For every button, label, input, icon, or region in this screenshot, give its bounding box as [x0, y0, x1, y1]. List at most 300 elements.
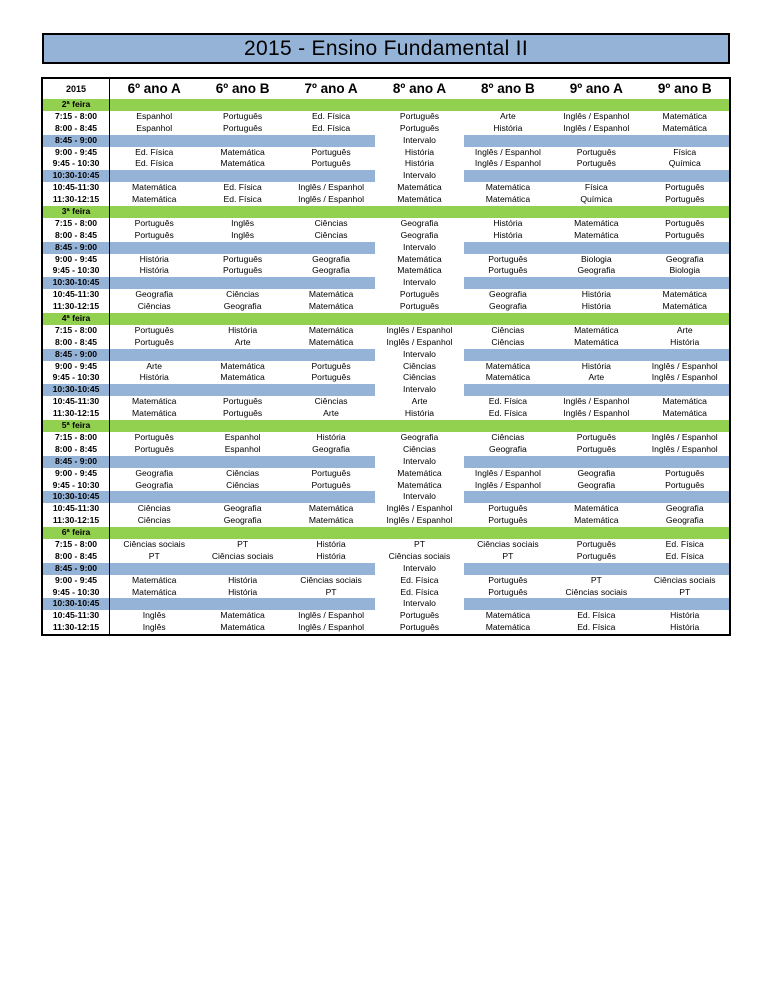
- subject-cell: Português: [665, 217, 705, 228]
- subject-cell: História: [228, 324, 258, 335]
- subject-cell: [287, 384, 375, 396]
- time-label: 11:30-12:15: [43, 408, 110, 420]
- period-row: [43, 503, 729, 515]
- subject-cell: Arte: [500, 110, 516, 121]
- subject-cell: [198, 349, 286, 361]
- subject-cell: Ed. Física: [665, 538, 704, 549]
- subject-cell: Inglês / Espanhol: [386, 503, 453, 514]
- period-row: [43, 408, 729, 420]
- break-label: Intervalo: [402, 170, 436, 181]
- subject-cell: Português: [576, 158, 616, 169]
- period-row: [43, 265, 729, 277]
- subject-cell: Português: [399, 122, 440, 133]
- subject-cell: Inglês / Espanhol: [651, 360, 718, 371]
- subject-cell: Ed. Física: [577, 610, 616, 621]
- subject-cell: História: [139, 265, 169, 276]
- subject-cell: Português: [665, 479, 705, 490]
- subject-cell: Ed. Física: [577, 622, 616, 633]
- subject-cell: [552, 456, 640, 468]
- subject-cell: História: [581, 301, 611, 312]
- class-header: 7º ano A: [304, 81, 358, 96]
- subject-cell: [464, 277, 552, 289]
- subject-cell: Ciências sociais: [123, 538, 186, 549]
- subject-cell: Matemática: [485, 360, 531, 371]
- subject-cell: Geografia: [577, 265, 616, 276]
- time-label: 11:30-12:15: [43, 194, 110, 206]
- subject-cell: Geografia: [665, 515, 704, 526]
- time-label: 9:00 - 9:45: [43, 468, 110, 480]
- subject-cell: Espanhol: [224, 443, 261, 454]
- subject-cell: Ed. Física: [135, 146, 174, 157]
- day-label: 3ª feira: [43, 206, 110, 218]
- time-label: 8:45 - 9:00: [43, 349, 110, 361]
- time-label: 8:00 - 8:45: [43, 551, 110, 563]
- subject-cell: [287, 349, 375, 361]
- subject-cell: Ed. Física: [311, 122, 351, 133]
- time-label: 9:45 - 10:30: [43, 158, 110, 170]
- subject-cell: Arte: [146, 360, 163, 371]
- subject-cell: Ciências: [137, 515, 171, 526]
- subject-cell: [641, 563, 729, 575]
- subject-cell: [641, 491, 729, 503]
- break-row: [43, 349, 729, 361]
- subject-cell: Português: [311, 158, 351, 169]
- subject-cell: Português: [576, 431, 616, 442]
- subject-cell: Ciências sociais: [565, 586, 628, 597]
- subject-cell: Português: [399, 610, 440, 621]
- subject-cell: Matemática: [308, 503, 354, 514]
- class-header: 6º ano B: [215, 81, 270, 96]
- subject-cell: Inglês / Espanhol: [474, 158, 541, 169]
- page-title: 2015 - Ensino Fundamental II: [42, 33, 730, 64]
- subject-cell: PT: [679, 586, 691, 597]
- subject-cell: [641, 277, 729, 289]
- class-header: 8º ano B: [481, 81, 535, 96]
- subject-cell: Português: [311, 372, 351, 383]
- day-header-row: [43, 527, 729, 539]
- time-label: 8:45 - 9:00: [43, 242, 110, 254]
- subject-cell: Matemática: [132, 408, 177, 419]
- subject-cell: [198, 598, 286, 610]
- schedule-table: [41, 77, 731, 636]
- subject-cell: Biologia: [669, 265, 701, 276]
- subject-cell: Português: [488, 515, 528, 526]
- subject-cell: Inglês / Espanhol: [563, 408, 630, 419]
- time-label: 8:45 - 9:00: [43, 456, 110, 468]
- subject-cell: Física: [584, 182, 608, 193]
- period-row: [43, 396, 729, 408]
- day-band: [110, 527, 729, 539]
- period-row: [43, 610, 729, 622]
- subject-cell: [552, 135, 640, 147]
- subject-cell: Geografia: [577, 467, 616, 478]
- subject-cell: História: [139, 253, 169, 264]
- period-row: [43, 301, 729, 313]
- subject-cell: Física: [673, 146, 697, 157]
- subject-cell: Geografia: [135, 289, 174, 300]
- subject-cell: Geografia: [665, 503, 704, 514]
- subject-cell: Arte: [676, 324, 693, 335]
- subject-cell: Português: [488, 574, 528, 585]
- subject-cell: [552, 384, 640, 396]
- subject-cell: [198, 277, 286, 289]
- day-header-row: [43, 99, 729, 111]
- subject-cell: Geografia: [312, 443, 350, 454]
- time-label: 8:00 - 8:45: [43, 123, 110, 135]
- period-row: [43, 622, 729, 634]
- subject-cell: História: [493, 122, 523, 133]
- subject-cell: Matemática: [662, 110, 707, 121]
- period-row: [43, 575, 729, 587]
- subject-cell: Inglês / Espanhol: [651, 372, 718, 383]
- subject-cell: Química: [668, 158, 701, 169]
- break-label: Intervalo: [402, 455, 436, 466]
- subject-cell: [110, 598, 198, 610]
- subject-cell: [464, 491, 552, 503]
- subject-cell: História: [670, 622, 700, 633]
- subject-cell: Ed. Física: [400, 574, 439, 585]
- subject-cell: Matemática: [574, 515, 619, 526]
- subject-cell: Português: [576, 550, 616, 561]
- time-label: 10:30-10:45: [43, 170, 110, 182]
- subject-cell: Matemática: [220, 610, 265, 621]
- subject-cell: Inglês / Espanhol: [298, 610, 365, 621]
- subject-cell: [464, 349, 552, 361]
- day-header-row: [43, 420, 729, 432]
- subject-cell: Geografia: [223, 301, 262, 312]
- time-label: 8:00 - 8:45: [43, 230, 110, 242]
- subject-cell: [641, 349, 729, 361]
- period-row: [43, 111, 729, 123]
- subject-cell: Ciências: [491, 336, 525, 347]
- time-label: 7:15 - 8:00: [43, 111, 110, 123]
- subject-cell: Ed. Física: [135, 158, 174, 169]
- subject-cell: Matemática: [574, 229, 619, 240]
- subject-cell: Matemática: [397, 479, 442, 490]
- subject-cell: PT: [590, 574, 602, 585]
- subject-cell: Português: [311, 360, 351, 371]
- subject-cell: História: [493, 229, 523, 240]
- subject-cell: Português: [134, 229, 174, 240]
- time-label: 10:45-11:30: [43, 610, 110, 622]
- time-label: 11:30-12:15: [43, 301, 110, 313]
- time-label: 9:45 - 10:30: [43, 587, 110, 599]
- period-row: [43, 158, 729, 170]
- subject-cell: Ciências sociais: [211, 550, 274, 561]
- day-band: [110, 313, 729, 325]
- time-label: 8:45 - 9:00: [43, 563, 110, 575]
- break-label: Intervalo: [402, 348, 436, 359]
- time-label: 10:45-11:30: [43, 182, 110, 194]
- subject-cell: Português: [134, 324, 174, 335]
- subject-cell: [552, 277, 640, 289]
- subject-cell: Português: [665, 467, 705, 478]
- subject-cell: [552, 491, 640, 503]
- subject-cell: [110, 491, 198, 503]
- period-row: [43, 289, 729, 301]
- subject-cell: [110, 384, 198, 396]
- subject-cell: Português: [223, 122, 263, 133]
- subject-cell: História: [139, 372, 169, 383]
- period-row: [43, 218, 729, 230]
- subject-cell: [464, 242, 552, 254]
- period-row: [43, 361, 729, 373]
- break-label: Intervalo: [402, 491, 436, 502]
- subject-cell: História: [404, 408, 435, 419]
- subject-cell: Português: [488, 265, 528, 276]
- subject-cell: [552, 598, 640, 610]
- subject-cell: História: [228, 586, 258, 597]
- subject-cell: Ciências sociais: [388, 550, 451, 561]
- period-row: [43, 515, 729, 527]
- break-label: Intervalo: [402, 241, 436, 252]
- period-row: [43, 539, 729, 551]
- subject-cell: [464, 563, 552, 575]
- time-label: 10:45-11:30: [43, 396, 110, 408]
- subject-cell: Matemática: [662, 408, 707, 419]
- subject-cell: Ciências: [226, 479, 260, 490]
- subject-cell: Arte: [588, 372, 605, 383]
- subject-cell: [198, 563, 286, 575]
- subject-cell: Arte: [323, 408, 339, 419]
- time-label: 10:30-10:45: [43, 491, 110, 503]
- subject-cell: Inglês / Espanhol: [386, 324, 453, 335]
- period-row: [43, 147, 729, 159]
- subject-cell: [287, 598, 375, 610]
- break-label: Intervalo: [402, 562, 436, 573]
- period-row: [43, 551, 729, 563]
- subject-cell: [552, 563, 640, 575]
- subject-cell: Geografia: [223, 503, 262, 514]
- subject-cell: Inglês / Espanhol: [298, 194, 365, 205]
- subject-cell: Matemática: [662, 289, 707, 300]
- time-label: 7:15 - 8:00: [43, 432, 110, 444]
- subject-cell: Biologia: [581, 253, 612, 264]
- break-row: [43, 563, 729, 575]
- subject-cell: Geografia: [489, 301, 527, 312]
- subject-cell: Matemática: [308, 301, 354, 312]
- subject-cell: Matemática: [662, 122, 707, 133]
- subject-cell: [287, 135, 375, 147]
- subject-cell: História: [670, 336, 700, 347]
- break-row: [43, 135, 729, 147]
- subject-cell: Espanhol: [224, 431, 261, 442]
- subject-cell: Geografia: [400, 229, 439, 240]
- subject-cell: História: [404, 158, 435, 169]
- subject-cell: Inglês / Espanhol: [651, 431, 718, 442]
- subject-cell: Matemática: [308, 324, 354, 335]
- subject-cell: Ciências: [314, 217, 348, 228]
- subject-cell: PT: [148, 550, 160, 561]
- subject-cell: História: [670, 610, 700, 621]
- period-row: [43, 587, 729, 599]
- subject-cell: Matemática: [308, 336, 354, 347]
- subject-cell: Português: [576, 538, 616, 549]
- subject-cell: [464, 135, 552, 147]
- subject-cell: [287, 563, 375, 575]
- subject-cell: Matemática: [397, 253, 442, 264]
- break-row: [43, 170, 729, 182]
- day-label: 5ª feira: [43, 420, 110, 432]
- subject-cell: Ed. Física: [311, 110, 351, 121]
- subject-cell: Geografia: [223, 515, 262, 526]
- subject-cell: Ciências: [137, 503, 171, 514]
- subject-cell: Inglês / Espanhol: [563, 122, 630, 133]
- time-label: 10:30-10:45: [43, 384, 110, 396]
- subject-cell: [641, 456, 729, 468]
- subject-cell: Português: [223, 265, 263, 276]
- subject-cell: Português: [223, 110, 263, 121]
- day-header-row: [43, 313, 729, 325]
- subject-cell: Arte: [411, 396, 428, 407]
- subject-cell: Ciências sociais: [300, 574, 362, 585]
- subject-cell: Geografia: [400, 431, 439, 442]
- class-header: 9º ano A: [569, 81, 623, 96]
- subject-cell: Português: [134, 336, 174, 347]
- subject-cell: [464, 384, 552, 396]
- subject-cell: Inglês / Espanhol: [474, 146, 541, 157]
- break-row: [43, 384, 729, 396]
- subject-cell: História: [316, 550, 346, 561]
- subject-cell: Matemática: [397, 182, 442, 193]
- break-row: [43, 491, 729, 503]
- time-label: 8:00 - 8:45: [43, 337, 110, 349]
- subject-cell: Ciências: [314, 396, 348, 407]
- subject-cell: [641, 598, 729, 610]
- subject-cell: Matemática: [662, 301, 707, 312]
- subject-cell: História: [581, 360, 611, 371]
- class-header: 8º ano A: [392, 81, 447, 96]
- break-row: [43, 598, 729, 610]
- subject-cell: Matemática: [132, 574, 177, 585]
- subject-cell: Português: [576, 443, 616, 454]
- time-label: 10:45-11:30: [43, 289, 110, 301]
- subject-cell: Geografia: [312, 265, 350, 276]
- subject-cell: [110, 242, 198, 254]
- day-label: 6ª feira: [43, 527, 110, 539]
- subject-cell: [641, 135, 729, 147]
- period-row: [43, 337, 729, 349]
- subject-cell: Matemática: [662, 396, 707, 407]
- schedule-body: [43, 99, 729, 634]
- subject-cell: Português: [488, 586, 528, 597]
- subject-cell: [287, 242, 375, 254]
- subject-cell: [287, 456, 375, 468]
- subject-cell: Português: [665, 194, 705, 205]
- class-header: 9º ano B: [657, 81, 712, 96]
- subject-cell: Inglês / Espanhol: [563, 396, 630, 407]
- subject-cell: Português: [399, 289, 440, 300]
- subject-cell: Espanhol: [136, 110, 173, 121]
- subject-cell: Matemática: [132, 396, 177, 407]
- break-row: [43, 456, 729, 468]
- subject-cell: Ciências sociais: [477, 538, 539, 549]
- time-label: 9:45 - 10:30: [43, 265, 110, 277]
- subject-cell: Matemática: [485, 182, 531, 193]
- subject-cell: Matemática: [220, 372, 265, 383]
- subject-cell: PT: [502, 550, 514, 561]
- subject-cell: [287, 491, 375, 503]
- subject-cell: PT: [237, 538, 249, 549]
- class-header: 6º ano A: [127, 81, 181, 96]
- subject-cell: História: [316, 538, 346, 549]
- subject-cell: Matemática: [397, 467, 442, 478]
- subject-cell: Português: [399, 301, 440, 312]
- subject-cell: Matemática: [132, 194, 177, 205]
- subject-cell: Ed. Física: [400, 586, 439, 597]
- subject-cell: [464, 598, 552, 610]
- subject-cell: [552, 349, 640, 361]
- subject-cell: Ciências: [314, 229, 348, 240]
- subject-cell: [198, 242, 286, 254]
- subject-cell: Ciências: [226, 289, 260, 300]
- subject-cell: História: [581, 289, 611, 300]
- period-row: [43, 372, 729, 384]
- subject-cell: Ciências sociais: [653, 574, 716, 585]
- subject-cell: [287, 277, 375, 289]
- header-row: [43, 79, 729, 99]
- subject-cell: Inglês / Espanhol: [386, 515, 453, 526]
- subject-cell: [198, 456, 286, 468]
- subject-cell: História: [228, 574, 258, 585]
- subject-cell: Português: [576, 146, 616, 157]
- subject-cell: Matemática: [220, 158, 265, 169]
- subject-cell: [198, 384, 286, 396]
- time-label: 9:00 - 9:45: [43, 254, 110, 266]
- time-label: 10:45-11:30: [43, 503, 110, 515]
- time-label: 7:15 - 8:00: [43, 325, 110, 337]
- subject-cell: Ed. Física: [223, 194, 262, 205]
- subject-cell: [110, 349, 198, 361]
- subject-cell: Ed. Física: [223, 182, 262, 193]
- subject-cell: [464, 456, 552, 468]
- day-header-row: [43, 206, 729, 218]
- subject-cell: Inglês: [142, 622, 166, 633]
- period-row: [43, 325, 729, 337]
- subject-cell: [110, 277, 198, 289]
- subject-cell: Ed. Física: [488, 396, 527, 407]
- period-row: [43, 480, 729, 492]
- subject-cell: Português: [665, 229, 705, 240]
- time-label: 10:30-10:45: [43, 598, 110, 610]
- time-label: 8:45 - 9:00: [43, 135, 110, 147]
- subject-cell: Geografia: [135, 467, 174, 478]
- day-label: 2ª feira: [43, 99, 110, 111]
- period-row: [43, 444, 729, 456]
- period-row: [43, 123, 729, 135]
- subject-cell: Português: [223, 253, 263, 264]
- day-band: [110, 420, 729, 432]
- subject-cell: Matemática: [220, 622, 265, 633]
- subject-cell: [464, 170, 552, 182]
- subject-cell: Matemática: [574, 217, 619, 228]
- subject-cell: Matemática: [485, 622, 531, 633]
- subject-cell: Português: [311, 146, 351, 157]
- period-row: [43, 432, 729, 444]
- subject-cell: Ciências: [402, 360, 436, 371]
- subject-cell: [198, 491, 286, 503]
- subject-cell: Matemática: [397, 265, 442, 276]
- subject-cell: Matemática: [485, 194, 531, 205]
- subject-cell: Matemática: [308, 515, 354, 526]
- subject-cell: [198, 135, 286, 147]
- subject-cell: Matemática: [132, 586, 177, 597]
- subject-cell: Matemática: [574, 324, 619, 335]
- day-band: [110, 206, 729, 218]
- subject-cell: Ed. Física: [488, 408, 527, 419]
- subject-cell: Matemática: [574, 336, 619, 347]
- subject-cell: Inglês / Espanhol: [474, 479, 541, 490]
